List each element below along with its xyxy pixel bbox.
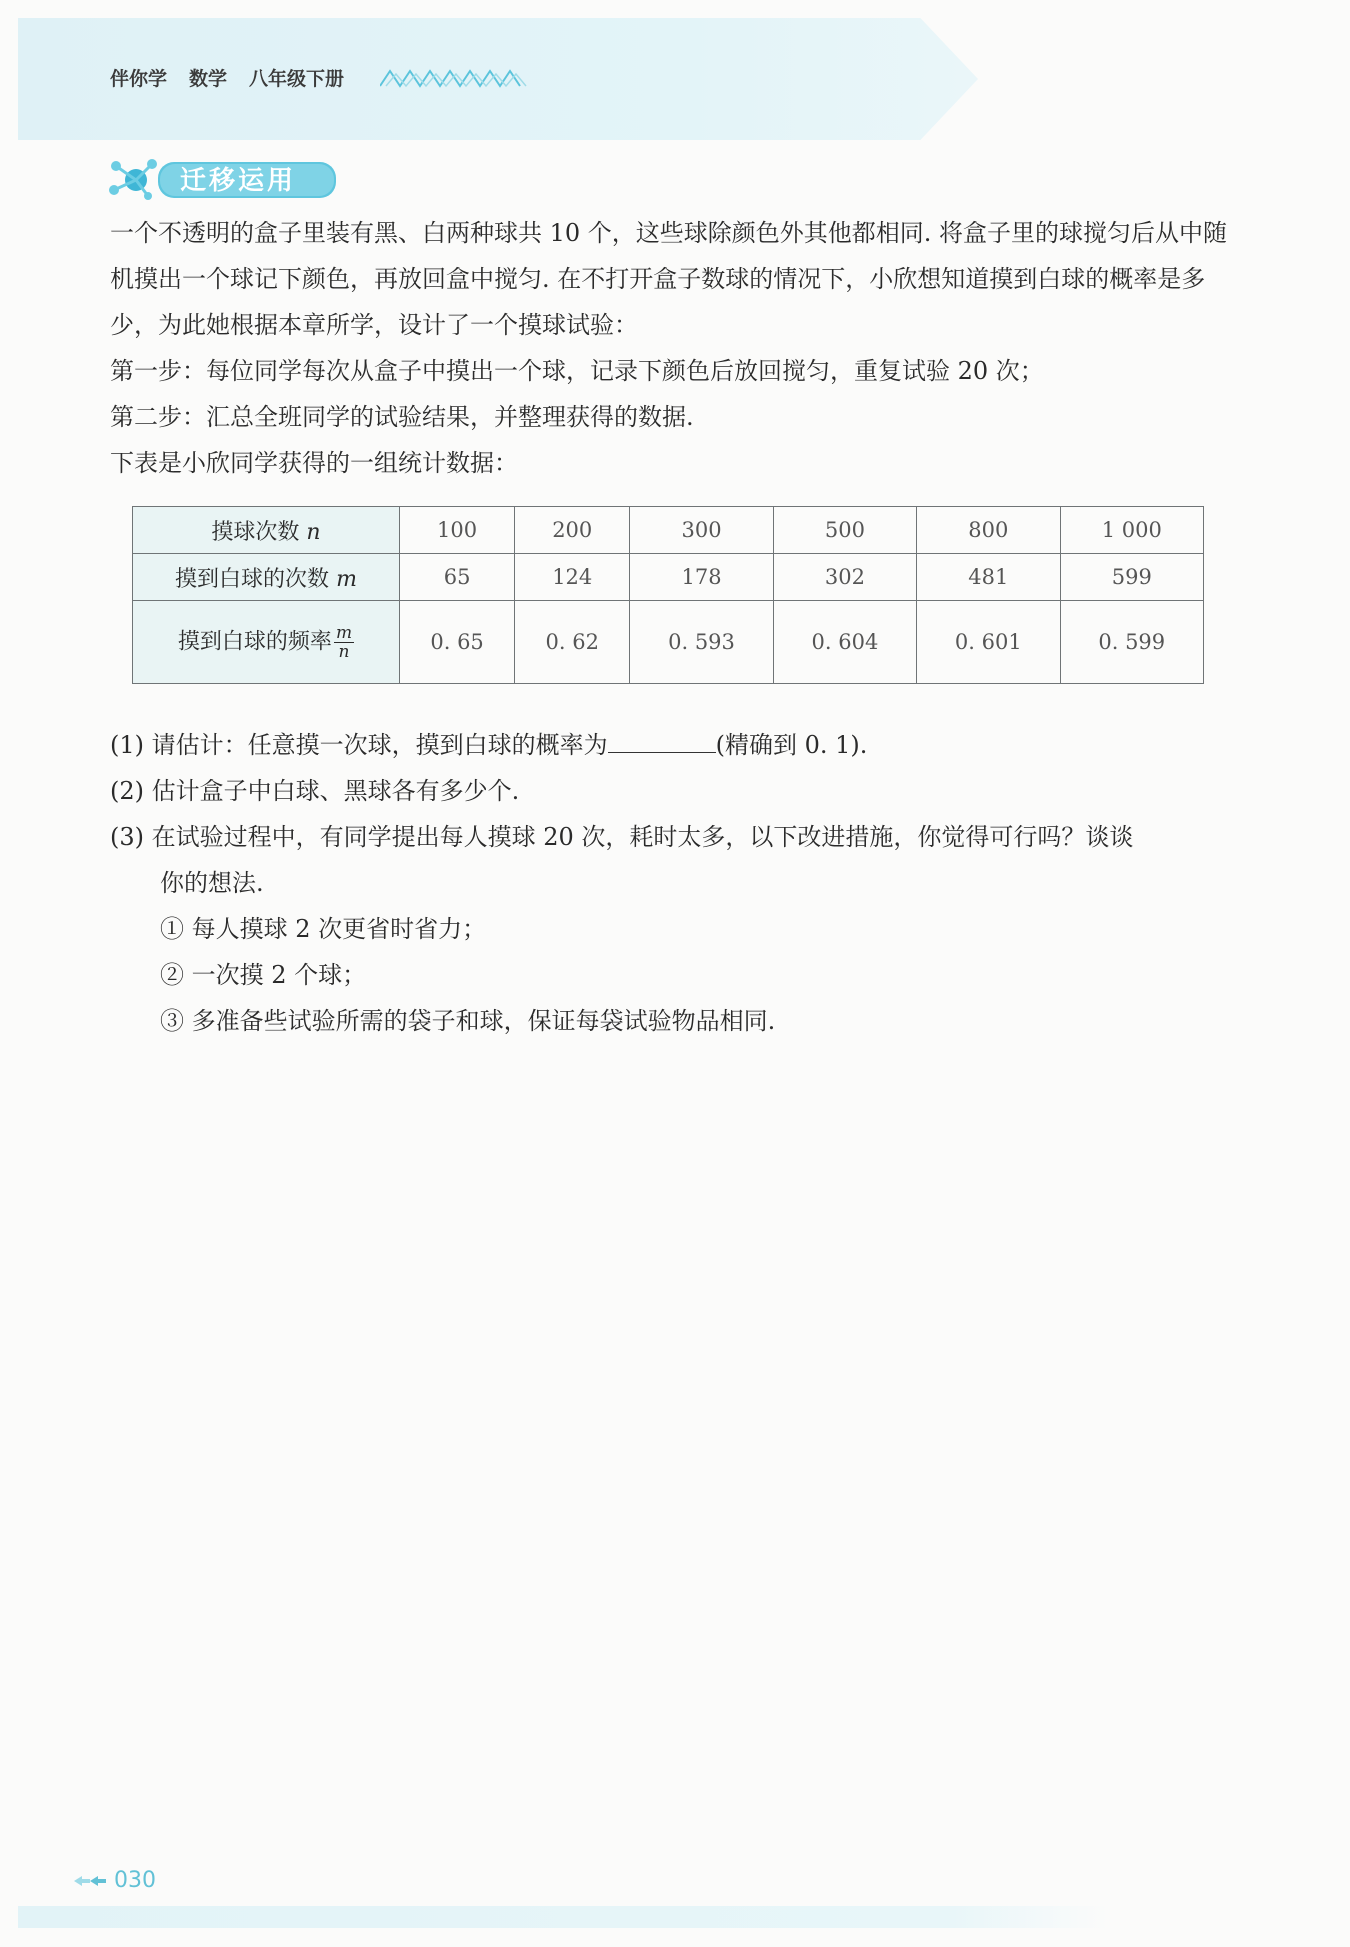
table-cell: 0. 599 [1060, 601, 1203, 684]
questions [110, 722, 1240, 1044]
table-cell: 124 [515, 554, 630, 601]
table-cell: 500 [773, 507, 916, 554]
table-cell: 0. 601 [917, 601, 1060, 684]
table-cell: 200 [515, 507, 630, 554]
statistics-table [132, 506, 1204, 684]
question-3: (3) 在试验过程中，有同学提出每人摸球 20 次，耗时太多，以下改进措施，你觉得可行吗？谈谈 [110, 823, 1134, 851]
table-cell: 0. 604 [773, 601, 916, 684]
option-1: ① 每人摸球 2 次更省时省力； [160, 915, 487, 943]
fraction-m-over-n: $\frac{m}{n}$ [335, 622, 353, 662]
header-grade: 八年级下册 [249, 68, 345, 90]
table-row [133, 554, 1204, 601]
answer-blank[interactable] [608, 724, 716, 753]
table-cell: 599 [1060, 554, 1203, 601]
book-header [110, 64, 344, 91]
question-1: (1) 请估计：任意摸一次球，摸到白球的概率为 (精确到 0. 1). [110, 722, 1240, 768]
table-cell: 0. 62 [515, 601, 630, 684]
question-2: (2) 估计盒子中白球、黑球各有多少个. [110, 777, 520, 805]
intro-paragraph: 一个不透明的盒子里装有黑、白两种球共 10 个，这些球除颜色外其他都相同. 将盒子里的球搅匀后从中随机摸出一个球记下颜色，再放回盒中搅匀. 在不打开盒子数球的情况下，小欣想知道摸到白球的概率是多少，为此她根据本章所学，设计了一个摸球试验： [110, 219, 1228, 339]
table-cell: 1 000 [1060, 507, 1203, 554]
step-one: 第一步：每位同学每次从盒子中摸出一个球，记录下颜色后放回搅匀，重复试验 20 次； [110, 357, 1044, 385]
table-row [133, 507, 1204, 554]
option-2: ② 一次摸 2 个球； [160, 961, 367, 989]
footer-band [18, 1906, 1108, 1928]
option-3: ③ 多准备些试验所需的袋子和球，保证每袋试验物品相同. [160, 1007, 776, 1035]
section-title: 迁移运用 [180, 166, 297, 196]
question-3-continued: 你的想法. [160, 869, 264, 897]
row-header-trials: 摸球次数 n [133, 507, 400, 554]
table-cell: 800 [917, 507, 1060, 554]
table-cell: 302 [773, 554, 916, 601]
table-cell: 0. 65 [400, 601, 515, 684]
page-number: 030 [74, 1868, 156, 1893]
table-cell: 0. 593 [630, 601, 773, 684]
row-header-frequency: 摸到白球的频率 $\frac{m}{n}$ [133, 601, 400, 684]
header-series: 伴你学 [110, 68, 168, 90]
zigzag-decoration-icon [380, 68, 530, 90]
table-cell: 300 [630, 507, 773, 554]
step-two: 第二步：汇总全班同学的试验结果，并整理获得的数据. [110, 403, 694, 431]
row-header-white-count: 摸到白球的次数 m [133, 554, 400, 601]
table-intro: 下表是小欣同学获得的一组统计数据： [110, 449, 518, 477]
table-cell: 65 [400, 554, 515, 601]
arrow-left-icon [74, 1875, 108, 1887]
table-cell: 481 [917, 554, 1060, 601]
table-cell: 100 [400, 507, 515, 554]
header-subject: 数学 [189, 68, 228, 90]
problem-statement [110, 210, 1240, 486]
table-row [133, 601, 1204, 684]
table-cell: 178 [630, 554, 773, 601]
